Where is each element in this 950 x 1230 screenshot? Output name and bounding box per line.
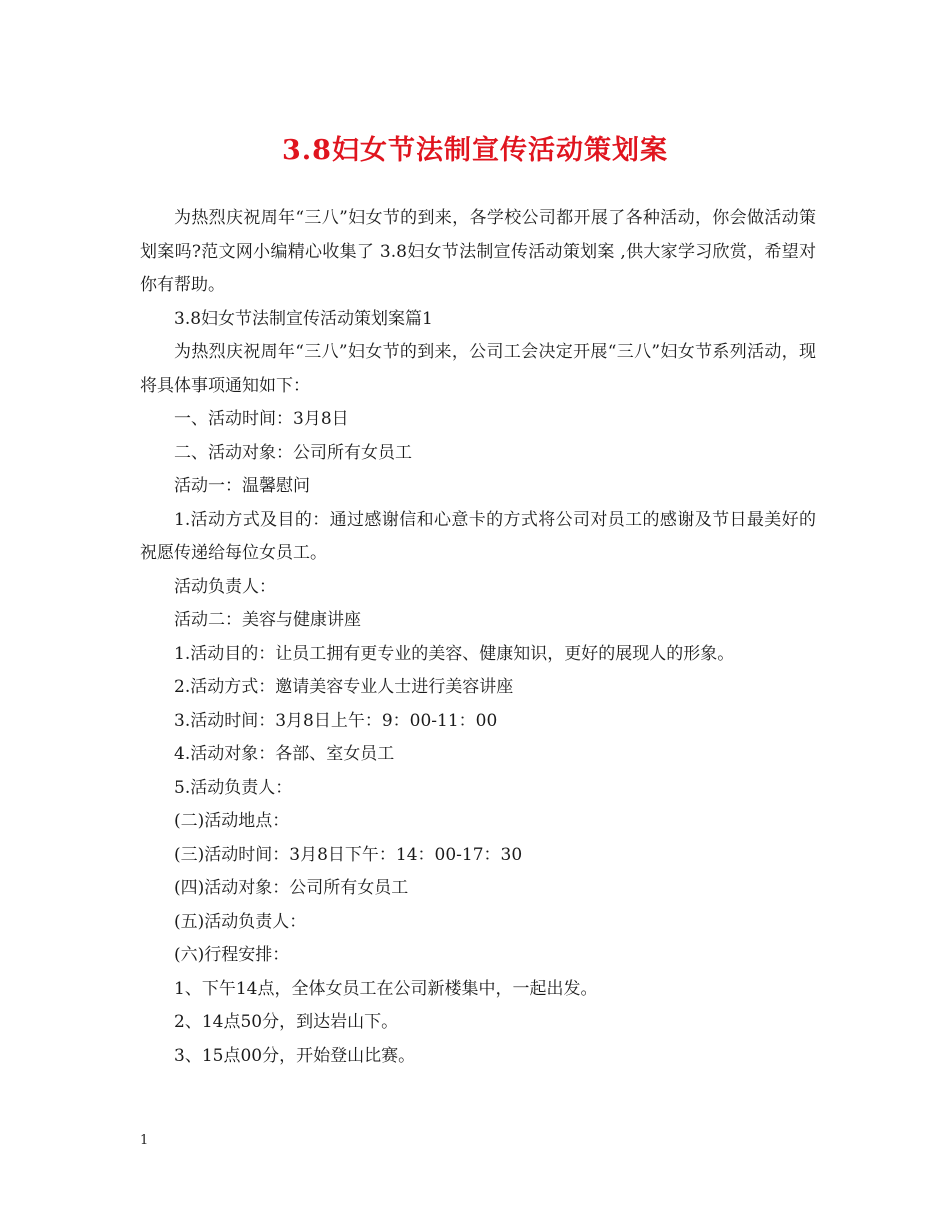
activity-one-owner: 活动负责人： bbox=[174, 576, 276, 597]
schedule-heading: (六)行程安排： bbox=[174, 945, 290, 965]
schedule-item-1: 1、下午14点，全体女员工在公司新楼集中，一起出发。 bbox=[174, 978, 598, 999]
activity-two-heading: 活动二：美容与健康讲座 bbox=[174, 610, 361, 630]
activity-two-method: 2.活动方式：邀请美容专业人士进行美容讲座 bbox=[174, 677, 514, 697]
activity-target-line: 二、活动对象：公司所有女员工 bbox=[174, 442, 412, 463]
activity-two-goal: 1.活动目的：让员工拥有更专业的美容、健康知识，更好的展现人的形象。 bbox=[174, 643, 735, 664]
schedule-item-3: 3、15点00分，开始登山比赛。 bbox=[174, 1045, 416, 1066]
activity-time-line: 一、活动时间：3月8日 bbox=[174, 409, 349, 429]
document-body bbox=[140, 202, 816, 1073]
owner-line: (五)活动负责人： bbox=[174, 911, 307, 932]
activity-one-purpose: 1.活动方式及目的：通过感谢信和心意卡的方式将公司对员工的感谢及节日最美好的祝愿传递给每位女员工。 bbox=[140, 509, 816, 563]
location-line: (二)活动地点： bbox=[174, 811, 290, 831]
document-title: 3.8妇女节法制宣传活动策划案 bbox=[282, 135, 668, 166]
page-number: 1 bbox=[140, 1133, 149, 1148]
schedule-item-2: 2、14点50分，到达岩山下。 bbox=[174, 1012, 399, 1032]
activity-two-owner: 5.活动负责人： bbox=[174, 777, 293, 798]
all-staff-target-line: (四)活动对象：公司所有女员工 bbox=[174, 878, 409, 898]
afternoon-time-line: (三)活动时间：3月8日下午：14：00-17：30 bbox=[174, 844, 523, 865]
activity-two-time: 3.活动时间：3月8日上午：9：00-11：00 bbox=[174, 710, 498, 731]
activity-one-heading: 活动一：温馨慰问 bbox=[174, 476, 310, 496]
intro-paragraph: 为热烈庆祝周年“三八”妇女节的到来，各学校公司都开展了各种活动，你会做活动策划案吗?范文网小编精心收集了 3.8妇女节法制宣传活动策划案 ,供大家学习欣赏，希望对你有帮助。 bbox=[140, 208, 816, 295]
activity-two-target: 4.活动对象：各部、室女员工 bbox=[174, 744, 395, 764]
section-heading: 3.8妇女节法制宣传活动策划案篇1 bbox=[174, 308, 433, 329]
notice-paragraph: 为热烈庆祝周年“三八”妇女节的到来，公司工会决定开展“三八”妇女节系列活动，现将具体事项通知如下： bbox=[140, 342, 816, 396]
